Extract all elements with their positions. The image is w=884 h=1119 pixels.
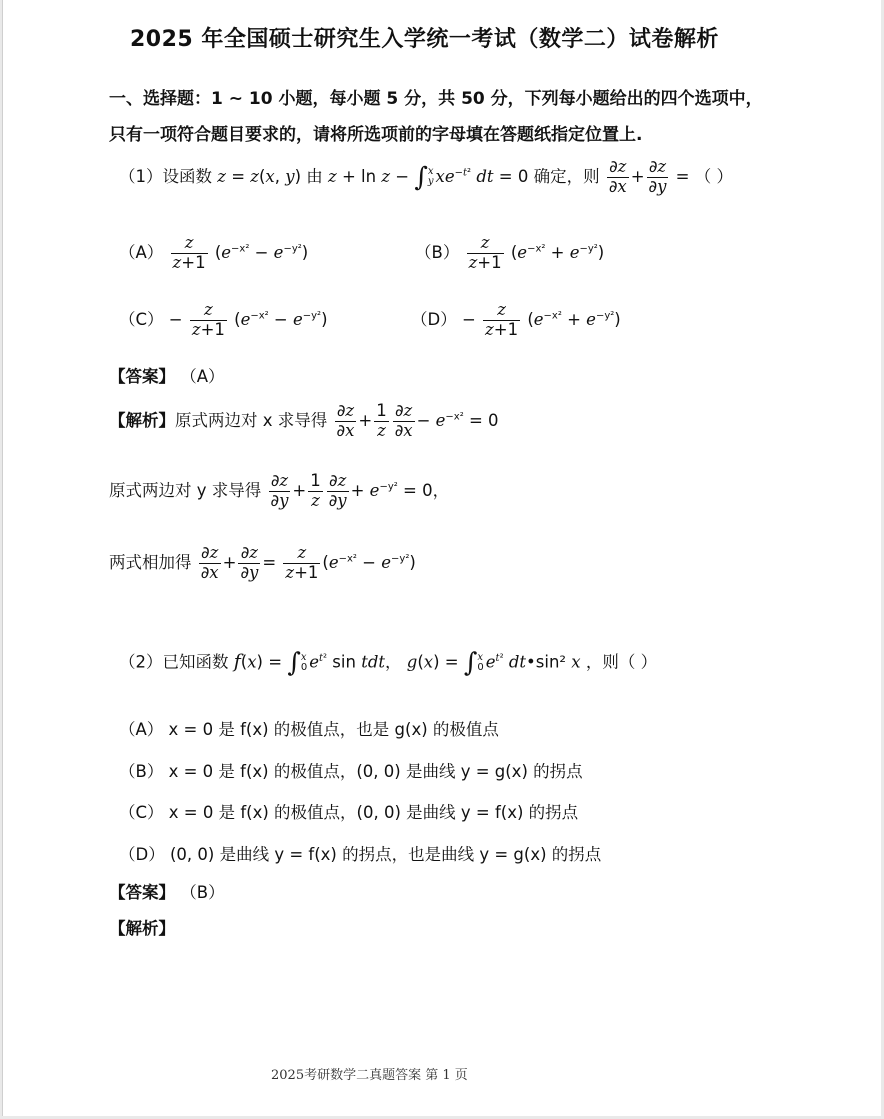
q2-stem: （2）已知函数 f(x) = ∫ x 0 $e^{t^2}$ sin tdt， g(x) = ∫ x 0 $e^{t^2}$ dt•sin² x ，则（ ） [119, 648, 658, 678]
q1-analysis-line1: 【解析】原式两边对 x 求导得 $\frac{\partial z}{\partial x}$ + $\frac{1}{z}$ $\frac{\partial z}{\partial x}$ − $e^{-x^2} = 0$ [109, 401, 499, 440]
q2-analysis: 【解析】 [109, 919, 175, 938]
q1-option-a: （A） $\frac{z}{z+1}$ $(e^{-x^2} - e^{-y^2})$ [119, 233, 309, 272]
q1-option-b: （B） $\frac{z}{z+1}$ $(e^{-x^2} + e^{-y^2})$ [415, 233, 605, 272]
section-heading-line2: 只有一项符合题目要求的，请将所选项前的字母填在答题纸指定位置上. [109, 125, 643, 145]
q2-prefix: （2）已知函数 [119, 652, 229, 672]
q1-prefix: （1）设函数 [119, 166, 212, 186]
q1-ask: = （ ） [675, 166, 733, 186]
q1-analysis-line3: 两式相加得 $\frac{\partial z}{\partial x}$ + $\frac{\partial z}{\partial y}$ = $\frac{z}{z+1}$ $(e^{-x^2} - e^{-y^2})$ [109, 543, 416, 582]
q1-stem: （1）设函数 z = z(x, y) 由 z + ln z − ∫ x y $xe^{-t^2}$ dt = 0 确定，则 $\frac{\partial z}{\partial x}$ + $\frac{\partial z}{\partial y}$ = （ ） [119, 157, 733, 196]
q2-option-a: （A） x = 0 是 f(x) 的极值点，也是 g(x) 的极值点 [119, 720, 499, 739]
q2-option-b: （B） x = 0 是 f(x) 的极值点，(0, 0) 是曲线 y = g(x) 的拐点 [119, 762, 583, 781]
q2-option-c: （C） x = 0 是 f(x) 的极值点，(0, 0) 是曲线 y = f(x) 的拐点 [119, 803, 579, 822]
q1-option-d: （D） − $\frac{z}{z+1}$ $(e^{-x^2} + e^{-y^2})$ [411, 300, 621, 339]
q2-answer: 【答案】 （B） [109, 883, 225, 902]
q1-option-c: （C） − $\frac{z}{z+1}$ $(e^{-x^2} - e^{-y^2})$ [119, 300, 328, 339]
page-title: 2025 年全国硕士研究生入学统一考试（数学二）试卷解析 [130, 27, 719, 52]
document-page [2, 0, 881, 1116]
q1-answer: 【答案】 （A） [109, 367, 225, 386]
q2-tail: ，则（ ） [585, 652, 658, 672]
q2-option-d: （D） (0, 0) 是曲线 y = f(x) 的拐点，也是曲线 y = g(x) 的拐点 [119, 845, 602, 864]
q1-analysis-line2: 原式两边对 y 求导得 $\frac{\partial z}{\partial y}$ + $\frac{1}{z}$ $\frac{\partial z}{\partial y}$ + $e^{-y^2} = 0$， [109, 471, 450, 510]
section-heading-line1: 一、选择题：1 ~ 10 小题，每小题 5 分，共 50 分，下列每小题给出的四个选项中， [109, 89, 763, 109]
page-footer: 2025考研数学二真题答案 第 1 页 [271, 1068, 468, 1083]
